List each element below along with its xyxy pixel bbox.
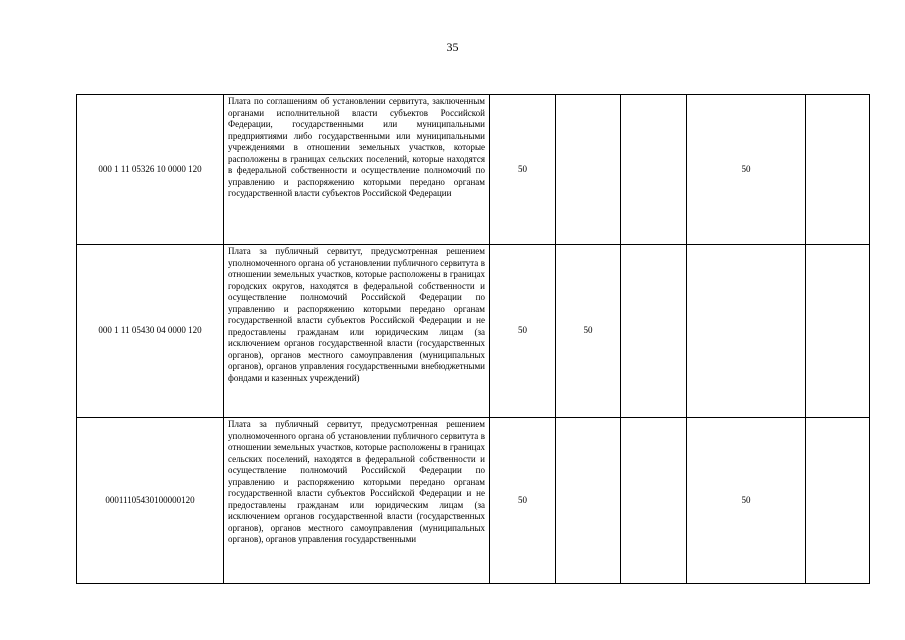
budget-code-cell: 000 1 11 05326 10 0000 120 — [77, 95, 224, 245]
description-cell — [224, 418, 490, 584]
description-text: Плата за публичный сервитут, предусмотренная решением уполномоченного органа об установлении публичного сервитута в отношении земельных участков, которые расположены в границах сельских поселений, находятся в федеральной собственности и осуществление полномочий Российской Федерации по управлению и распоряжению которыми передано органам государственной власти субъектов Российской Федерации и не предоставлены гражданам или юридическим лицам (за исключением органов государственной власти (государственных органов), органов местного самоуправления (муниципальных органов), органов управления государственными — [228, 419, 485, 544]
value-cell-2: 50 — [556, 245, 621, 418]
value-cell-3 — [621, 95, 687, 245]
value-cell-5 — [806, 418, 870, 584]
value-cell-2 — [556, 418, 621, 584]
revenue-table — [76, 94, 870, 584]
value-cell-1: 50 — [490, 245, 556, 418]
value-cell-1: 50 — [490, 95, 556, 245]
description-text: Плата по соглашениям об установлении сервитута, заключенным органами исполнительной власти субъектов Российской Федерации, государственными или муниципальными предприятиями либо государственными или муниципальными учреждениями в отношении земельных участков, которые расположены в границах сельских поселений, которые находятся в федеральной собственности и осуществление полномочий по управлению и распоряжению которыми передано органам государственной власти субъектов Российской Федерации — [228, 96, 485, 198]
table-row — [77, 418, 870, 584]
description-cell — [224, 245, 490, 418]
page-number: 35 — [446, 40, 459, 54]
value-cell-4: 50 — [687, 418, 806, 584]
value-cell-5 — [806, 95, 870, 245]
value-cell-4 — [687, 245, 806, 418]
value-cell-5 — [806, 245, 870, 418]
value-cell-1: 50 — [490, 418, 556, 584]
description-cell — [224, 95, 490, 245]
table-row — [77, 245, 870, 418]
value-cell-2 — [556, 95, 621, 245]
value-cell-3 — [621, 418, 687, 584]
description-text: Плата за публичный сервитут, предусмотренная решением уполномоченного органа об установлении публичного сервитута в отношении земельных участков, которые расположены в границах городских округов, находятся в федеральной собственности и осуществление полномочий Российской Федерации по управлению и распоряжению которыми передано органам государственной власти субъектов Российской Федерации и не предоставлены гражданам или юридическим лицам (за исключением органов государственной власти (государственных органов), органов местного самоуправления (муниципальных органов), органов управления государственными внебюджетными фондами и казенных учреждений) — [228, 246, 485, 383]
value-cell-3 — [621, 245, 687, 418]
table-row — [77, 95, 870, 245]
budget-code-cell: 000 1 11 05430 04 0000 120 — [77, 245, 224, 418]
budget-code-cell: 00011105430100000120 — [77, 418, 224, 584]
value-cell-4: 50 — [687, 95, 806, 245]
